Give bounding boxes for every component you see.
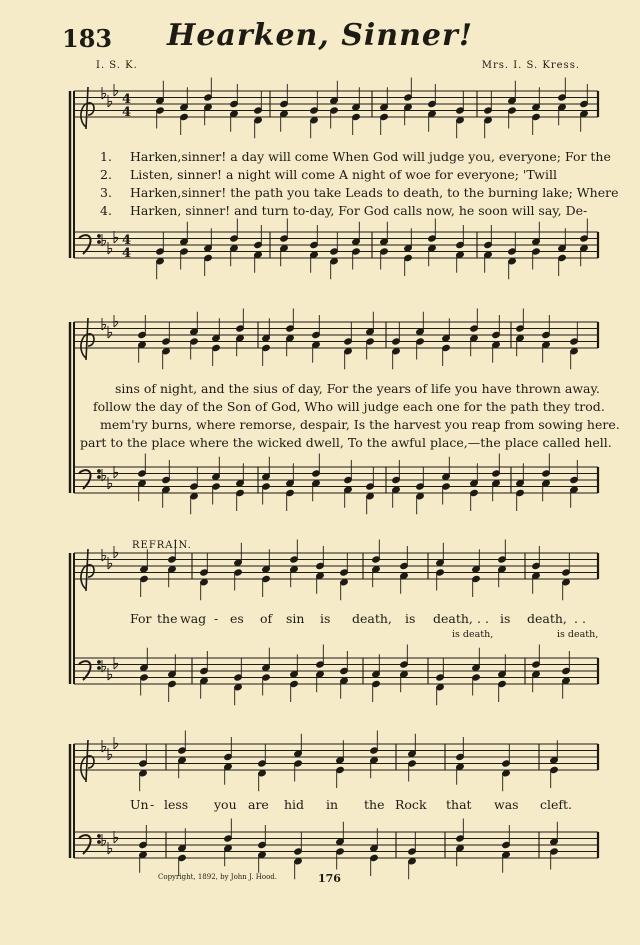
words-credit: I. S. K. (96, 60, 138, 71)
refrain-word: of (260, 611, 273, 626)
refrain-word: sin (286, 611, 305, 626)
bass-clef-dot (98, 835, 101, 838)
flat-sign (102, 93, 106, 99)
verse-3-line-b: mem'ry burns, where remorse, despair, Is the harvest you reap from sowing here. (100, 417, 620, 432)
verse-4-line-a: 4. Harken, sinner! and turn to-day, For God calls now, he soon will say, De- (100, 203, 588, 218)
page-number: 176 (318, 872, 341, 885)
refrain-word: are (248, 797, 269, 812)
bass-clef-dot (98, 841, 101, 844)
refrain-word: For (130, 611, 152, 626)
time-signature: 4 (122, 233, 132, 248)
refrain-word: - (150, 797, 155, 812)
refrain-word: Rock (395, 797, 427, 812)
verse-4-line-b: part to the place where the wicked dwell, To the awful place,—the place called hell. (80, 435, 612, 450)
refrain-word: death, (527, 611, 567, 626)
bass-clef-dot (98, 235, 101, 238)
refrain-word: the (157, 611, 178, 626)
refrain-word: is (405, 611, 416, 626)
refrain-word: wag (180, 611, 207, 626)
verse-1-line-b: sins of night, and the sius of day, For the years of life you have thrown away. (115, 381, 600, 396)
hymn-number: 183 (62, 24, 113, 53)
verse-2-line-a: 2. Listen, sinner! a night will come A night of woe for everyone; 'Twill (100, 167, 557, 182)
refrain-word: less (164, 797, 189, 812)
flat-sign (102, 324, 106, 330)
refrain-word: - (214, 611, 219, 626)
treble-clef-icon (81, 318, 94, 360)
refrain-word: the (364, 797, 385, 812)
refrain-word: death, (352, 611, 392, 626)
refrain-word: you (214, 797, 237, 812)
refrain-word: hid (284, 797, 305, 812)
refrain-word: is (500, 611, 511, 626)
copyright-notice: Copyright, 1892, by John J. Hood. (158, 873, 277, 881)
refrain-word: es (230, 611, 244, 626)
bass-clef-dot (98, 241, 101, 244)
treble-clef-icon (81, 549, 94, 591)
refrain-word: is (320, 611, 331, 626)
treble-clef-icon (81, 740, 94, 782)
bass-clef-dot (98, 661, 101, 664)
refrain-word: death, (433, 611, 473, 626)
bass-clef-dot (98, 476, 101, 479)
hymn-title: Hearken, Sinner! (167, 18, 473, 53)
verse-2-line-b: follow the day of the Son of God, Who will judge each one for the path they trod. (93, 399, 605, 414)
refrain-echo: is death, (557, 629, 599, 640)
flat-sign (102, 555, 106, 561)
refrain-label: REFRAIN. (132, 540, 192, 551)
bass-clef-dot (98, 667, 101, 670)
refrain-word: Un (130, 797, 149, 812)
refrain-word: in (326, 797, 339, 812)
bass-clef-dot (98, 470, 101, 473)
verse-1-line-a: 1. Harken,sinner! a day will come When God will judge you, everyone; For the (100, 149, 611, 164)
refrain-word: cleft. (540, 797, 573, 812)
verse-3-line-a: 3. Harken,sinner! the path you take Leads to death, to the burning lake; Where (100, 185, 619, 200)
refrain-word: . . (477, 611, 489, 626)
music-credit: Mrs. I. S. Kress. (481, 60, 580, 71)
time-signature: 4 (122, 92, 132, 107)
treble-clef-icon (81, 87, 94, 129)
refrain-word: was (494, 797, 519, 812)
refrain-echo: is death, (452, 629, 494, 640)
time-signature: 4 (122, 105, 132, 120)
refrain-word: that (446, 797, 472, 812)
time-signature: 4 (122, 246, 132, 261)
refrain-word: . . (574, 611, 586, 626)
flat-sign (102, 746, 106, 752)
